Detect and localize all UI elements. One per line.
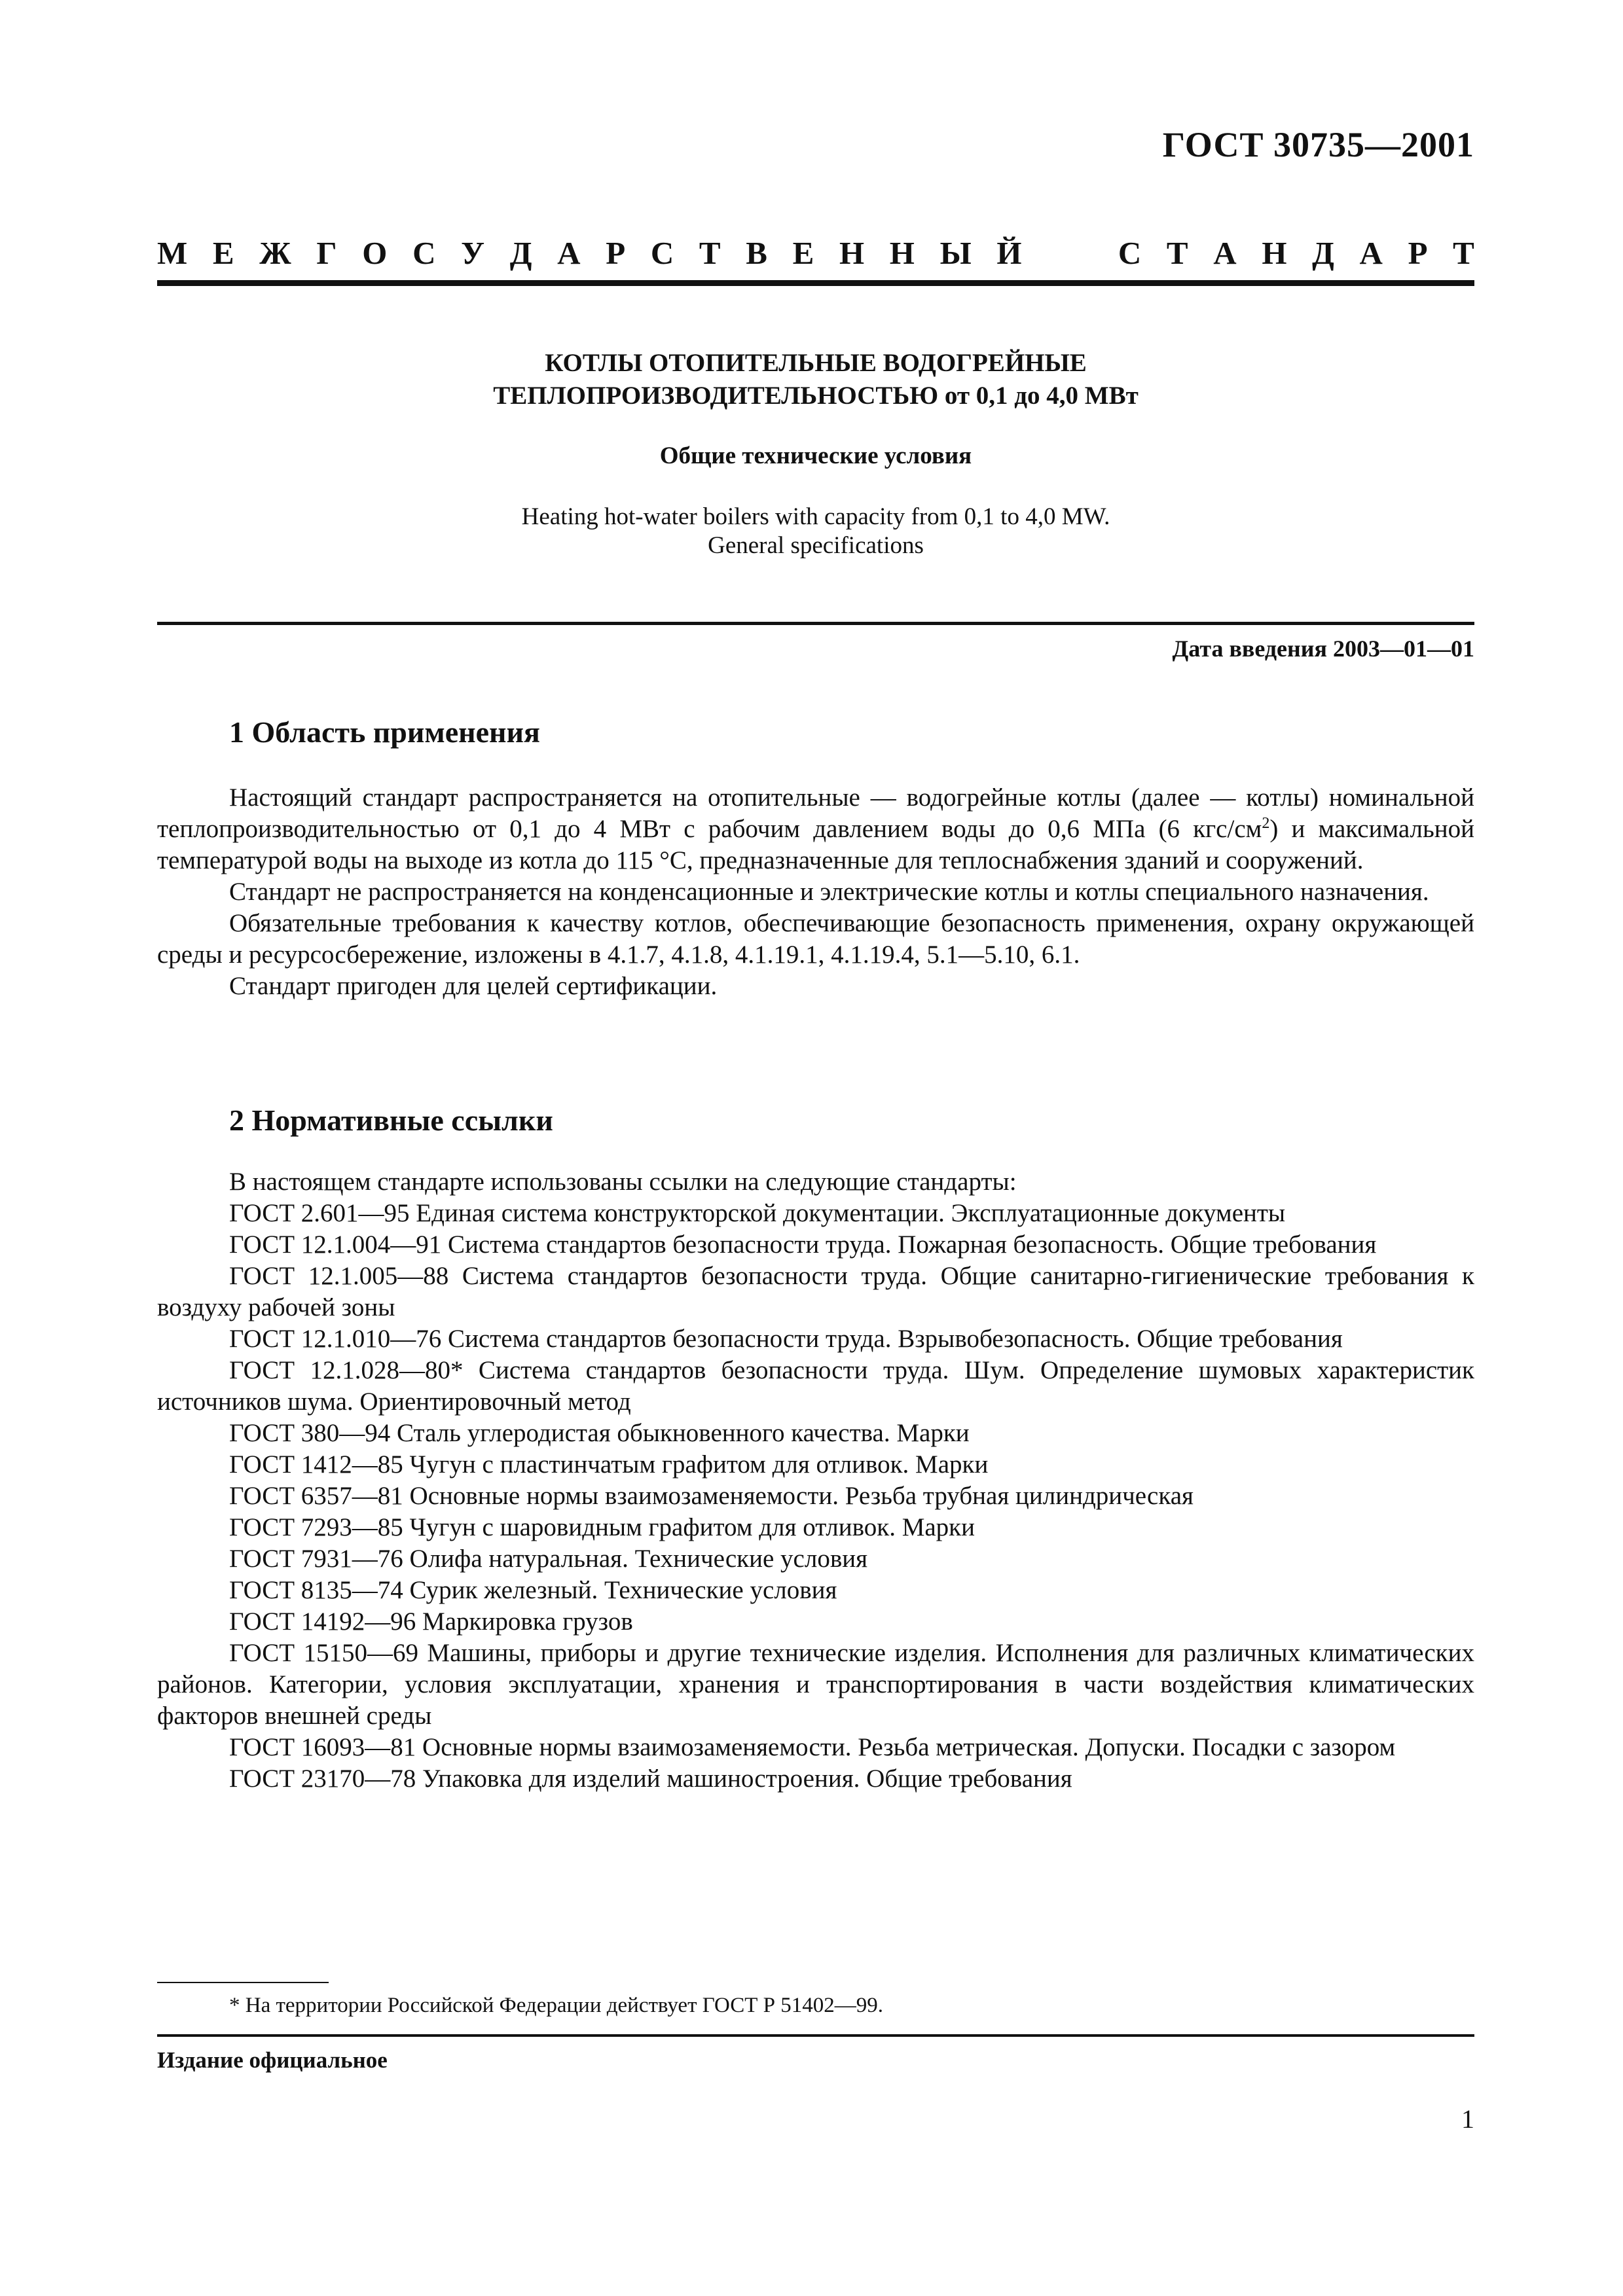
footnote-divider: [157, 1982, 329, 1983]
banner-letter: А: [1213, 235, 1237, 271]
banner-letter: Й: [996, 235, 1022, 271]
reference-item: ГОСТ 14192—96 Маркировка грузов: [229, 1607, 633, 1636]
banner-letter: В: [746, 235, 767, 271]
section-1-paragraph-1: [157, 782, 1474, 876]
reference-item: ГОСТ 12.1.005—88 Система стандартов безопасности труда. Общие санитарно-гигиенические требования к воздуху рабочей зоны: [157, 1262, 1474, 1321]
banner-letter: У: [461, 235, 485, 271]
reference-item: ГОСТ 2.601—95 Единая система конструкторской документации. Эксплуатационные документы: [229, 1199, 1286, 1227]
english-title-line-2: General specifications: [708, 532, 924, 559]
banner-letter: Е: [212, 235, 234, 271]
banner-divider: [157, 280, 1474, 286]
banner-letter: Т: [699, 235, 721, 271]
official-edition-label: Издание официальное: [157, 2047, 388, 2073]
reference-item: ГОСТ 380—94 Сталь углеродистая обыкновенного качества. Марки: [229, 1419, 970, 1447]
reference-item: ГОСТ 15150—69 Машины, приборы и другие технические изделия. Исполнения для различных климатических районов. Категории, условия эксплуатации, хранения и транспортирования в части воздействия климатических факторов внешней среды: [157, 1639, 1474, 1730]
english-title: [157, 503, 1474, 560]
document-code: ГОСТ 30735—2001: [1162, 125, 1474, 164]
banner-letter: Д: [1312, 235, 1334, 271]
interstate-standard-banner: [157, 234, 1474, 272]
reference-item: ГОСТ 12.1.028—80* Система стандартов безопасности труда. Шум. Определение шумовых характеристик источников шума. Ориентировочный метод: [157, 1356, 1474, 1416]
banner-letter: А: [557, 235, 581, 271]
banner-letter: Е: [792, 235, 814, 271]
banner-letter: Ж: [259, 235, 291, 271]
reference-item: ГОСТ 12.1.010—76 Система стандартов безопасности труда. Взрывобезопасность. Общие требования: [229, 1325, 1343, 1353]
footer-divider: [157, 2034, 1474, 2037]
reference-item: ГОСТ 6357—81 Основные нормы взаимозаменяемости. Резьба трубная цилиндрическая: [229, 1482, 1194, 1510]
banner-letter: А: [1359, 235, 1383, 271]
reference-item: ГОСТ 7293—85 Чугун с шаровидным графитом для отливок. Марки: [229, 1513, 975, 1541]
banner-letter: Н: [1262, 235, 1287, 271]
reference-item: ГОСТ 7931—76 Олифа натуральная. Технические условия: [229, 1545, 868, 1573]
banner-letter: Р: [606, 235, 626, 271]
section-2-intro: В настоящем стандарте использованы ссылки на следующие стандарты:: [229, 1168, 1017, 1196]
superscript: 2: [1262, 815, 1270, 832]
banner-letter: С: [1118, 235, 1142, 271]
reference-item: ГОСТ 16093—81 Основные нормы взаимозаменяемости. Резьба метрическая. Допуски. Посадки с зазором: [229, 1733, 1396, 1761]
title-divider: [157, 622, 1474, 625]
banner-letter: М: [157, 235, 188, 271]
subtitle: Общие технические условия: [659, 442, 972, 469]
page-number: 1: [1461, 2104, 1474, 2134]
banner-letter: С: [412, 235, 436, 271]
banner-letter: Н: [889, 235, 915, 271]
reference-item: ГОСТ 8135—74 Сурик железный. Технические условия: [229, 1576, 837, 1604]
banner-letter: Т: [1453, 235, 1474, 271]
title-line-2: ТЕПЛОПРОИЗВОДИТЕЛЬНОСТЬЮ от 0,1 до 4,0 МВт: [493, 382, 1139, 410]
section-1-paragraph-2: Стандарт не распространяется на конденсационные и электрические котлы и котлы специального назначения.: [229, 878, 1429, 906]
banner-letter: С: [650, 235, 674, 271]
banner-letter: Г: [316, 235, 337, 271]
english-title-line-1: Heating hot-water boilers with capacity from 0,1 to 4,0 MW.: [521, 503, 1110, 530]
title-line-1: КОТЛЫ ОТОПИТЕЛЬНЫЕ ВОДОГРЕЙНЫЕ: [545, 349, 1087, 377]
banner-letter: Ы: [939, 235, 972, 271]
reference-item: ГОСТ 1412—85 Чугун с пластинчатым графитом для отливок. Марки: [229, 1450, 989, 1479]
section-2-heading: 2 Нормативные ссылки: [229, 1103, 553, 1137]
section-1-paragraph-3: Обязательные требования к качеству котлов, обеспечивающие безопасность применения, охрану окружающей среды и ресурсосбережение, изложены в 4.1.7, 4.1.8, 4.1.19.1, 4.1.19.4, 5.1—5.10, 6.1.: [157, 909, 1474, 969]
reference-item: ГОСТ 12.1.004—91 Система стандартов безопасности труда. Пожарная безопасность. Общие требования: [229, 1230, 1377, 1259]
section-2-body: [157, 1166, 1474, 1795]
banner-letter: Д: [509, 235, 532, 271]
banner-letter: Н: [839, 235, 865, 271]
introduction-date: Дата введения 2003—01—01: [1172, 636, 1474, 662]
banner-word-gap: [1047, 234, 1093, 272]
paragraph-text: Настоящий стандарт распространяется на отопительные — водогрейные котлы (далее — котлы) номинальной теплопроизводительностью от 0,1 до 4 МВт с рабочим давлением воды до 0,6 МПа (6 кгс/см: [157, 783, 1474, 843]
banner-letter: О: [362, 235, 388, 271]
section-1-paragraph-4: Стандарт пригоден для целей сертификации.: [229, 972, 718, 1000]
banner-letter: Т: [1166, 235, 1188, 271]
paragraph-text: ) и максимальной температурой воды на выходе из котла до 115 °С, предназначенные для теплоснабжения зданий и сооружений.: [157, 815, 1474, 874]
section-1-heading: 1 Область применения: [229, 715, 540, 749]
title-block: [157, 347, 1474, 560]
reference-item: ГОСТ 23170—78 Упаковка для изделий машиностроения. Общие требования: [229, 1765, 1072, 1793]
footnote: * На территории Российской Федерации действует ГОСТ Р 51402—99.: [229, 1994, 884, 2017]
section-1-body: [157, 782, 1474, 1002]
banner-letter: Р: [1408, 235, 1428, 271]
